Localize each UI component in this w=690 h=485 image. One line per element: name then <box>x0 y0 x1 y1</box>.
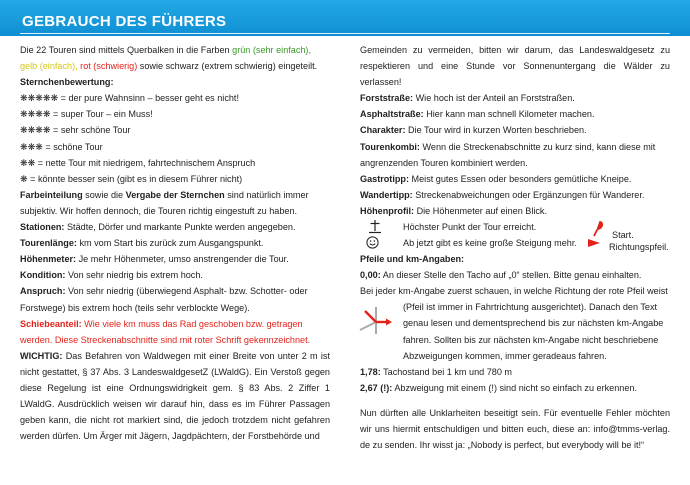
km178-line: 1,78: Tachostand bei 1 km und 780 m <box>360 366 513 377</box>
tourenkombi-paragraph: Tourenkombi: Wenn die Streckenabschnitte zu kurz sind, kann diese mit angrenzenden Touren kombiniert werden. <box>360 141 656 168</box>
continuation-paragraph: Gemeinden zu vermeiden, bitten wir darum, das Landeswaldgesetz zu respektieren und eine Stunde vor Sonnenuntergang die Wälder zu verlassen! <box>360 45 670 88</box>
schiebeanteil-paragraph: Schiebeanteil: Wie viele km muss das Rad geschoben bzw. getragen werden. Diese Streckenabschnitte sind mit roter Schrift gekennzeichnet. <box>20 318 311 345</box>
direction-arrow-icon <box>586 237 602 249</box>
asphaltstrasse-line: Asphaltstraße: Hier kann man schnell Kilometer machen. <box>360 109 595 120</box>
star-row: ❋ = könnte besser sein (gibt es in diesem Führer nicht) <box>20 173 243 184</box>
summit-cross-icon <box>368 219 382 234</box>
star-row: ❋❋❋❋ = super Tour – ein Muss! <box>20 109 153 120</box>
zero-line: 0,00: An dieser Stelle den Tacho auf „0“ stellen. Bitte genau einhalten. <box>360 270 642 281</box>
km267-line: 2,67 (!): Abzweigung mit einem (!) sind nicht so einfach zu erkennen. <box>360 382 637 393</box>
intro-paragraph: Die 22 Touren sind mittels Querbalken in die Farben grün (sehr einfach), gelb (einfach), rot (schwierig) sowie schwarz (extrem schwierig) eingeteilt. <box>20 45 318 72</box>
green-level: grün (sehr einfach), <box>232 45 311 55</box>
stars-heading: Sternchenbewertung: <box>20 77 114 88</box>
hoehenprofil-line: Höhenprofil: Die Höhenmeter auf einen Blick. <box>360 205 548 216</box>
anspruch-paragraph: Anspruch: Von sehr niedrig (überwiegend Asphalt- bzw. Schotter- oder Forstwege) bis extrem hoch (teils sehr verblockte Wege). <box>20 286 308 313</box>
star-row: ❋❋❋ = schöne Tour <box>20 141 103 152</box>
start-label: Start. <box>612 230 634 241</box>
charakter-line: Charakter: Die Tour wird in kurzen Worten beschrieben. <box>360 125 587 136</box>
smiley-icon <box>366 236 379 249</box>
right-column <box>360 42 670 453</box>
pfeil-line: (Pfeil ist immer in Fahrtrichtung ausgerichtet). Danach den Text <box>403 302 658 313</box>
stationen-line: Stationen: Städte, Dörfer und markante Punkte werden angegeben. <box>20 222 296 233</box>
kondition-line: Kondition: Von sehr niedrig bis extrem hoch. <box>20 270 203 281</box>
tourenlaenge-line: Tourenlänge: km vom Start bis zurück zum Ausgangspunkt. <box>20 238 264 249</box>
km-arrow-block <box>360 299 670 363</box>
jeder-line: Bei jeder km-Angabe zuerst schauen, in welche Richtung der rote Pfeil weist <box>360 286 668 297</box>
direction-label: Richtungspfeil. <box>609 242 669 253</box>
yellow-level: gelb (einfach), <box>20 61 78 72</box>
pfeile-heading: Pfeile und km-Angaben: <box>360 254 465 265</box>
star-row: ❋❋ = nette Tour mit niedrigem, fahrtechnischem Anspruch <box>20 157 256 168</box>
summit-label: Höchster Punkt der Tour erreicht. <box>403 222 537 233</box>
profile-legend <box>360 219 670 251</box>
farbeinteilung-paragraph: Farbeinteilung sowie die Vergabe der Sternchen sind natürlich immer subjektiv. Wir hoffen dennoch, die Touren richtig eingestuft zu haben. <box>20 189 309 216</box>
star-row: ❋❋❋❋ = sehr schöne Tour <box>20 125 131 136</box>
gastrotipp-line: Gastrotipp: Meist gutes Essen oder besonders gemütliche Kneipe. <box>360 173 632 184</box>
left-column <box>20 42 330 444</box>
page-title: GEBRAUCH DES FÜHRERS <box>22 13 227 30</box>
wichtig-paragraph: WICHTIG: Das Befahren von Waldwegen mit einer Breite von unter 2 m ist nicht gestattet, § 37 Abs. 3 LandeswaldgesetZ (LWaldG). Ein Verstoß gegen diese Regelung ist eine Ordnungswidrigkeit gem. § 83 Abs. 2 Ziffer 1 LWaldG. Ausdrücklich weisen wir darauf hin, dass es im Führer Passagen geben kann, die nicht rot markiert sind, die jedoch trotzdem nicht gefahren werden dürfen. Um Ärger mit Jägern, Jagdpächtern, der Forstbehörde und <box>20 350 330 442</box>
hoehenmeter-line: Höhenmeter: Je mehr Höhenmeter, umso anstrengender die Tour. <box>20 254 289 265</box>
header-bar <box>0 0 690 36</box>
pfeil-line: genau lesen und dementsprechend bis zur nächsten km-Angabe <box>403 318 664 329</box>
wandertipp-line: Wandertipp: Streckenabweichungen oder Ergänzungen für Wanderer. <box>360 189 645 200</box>
pfeil-line: Abzweigungen kommen, immer geradeaus fahren. <box>403 350 607 361</box>
no-steep-label: Ab jetzt gibt es keine große Steigung mehr. <box>403 238 577 249</box>
closing-paragraph: Nun dürften alle Unklarheiten beseitigt sein. Für eventuelle Fehler möchten wir uns hiermit entschuldigen und bitten euch, diese an: info@tmms-verlag. de zu senden. Ihr wisst ja: „Nobody is perfect, but everybody will be it!“ <box>360 407 670 451</box>
forststrasse-line: Forststraße: Wie hoch ist der Anteil an Forststraßen. <box>360 93 575 104</box>
header-underline <box>20 33 670 34</box>
junction-arrow-icon <box>358 303 394 337</box>
pfeil-line: fahren. Sollten bis zur nächsten km-Angabe nicht beschriebene <box>403 334 659 345</box>
star-row: ❋❋❋❋❋ = der pure Wahnsinn – besser geht es nicht! <box>20 93 239 104</box>
red-level: rot (schwierig) <box>80 61 138 72</box>
